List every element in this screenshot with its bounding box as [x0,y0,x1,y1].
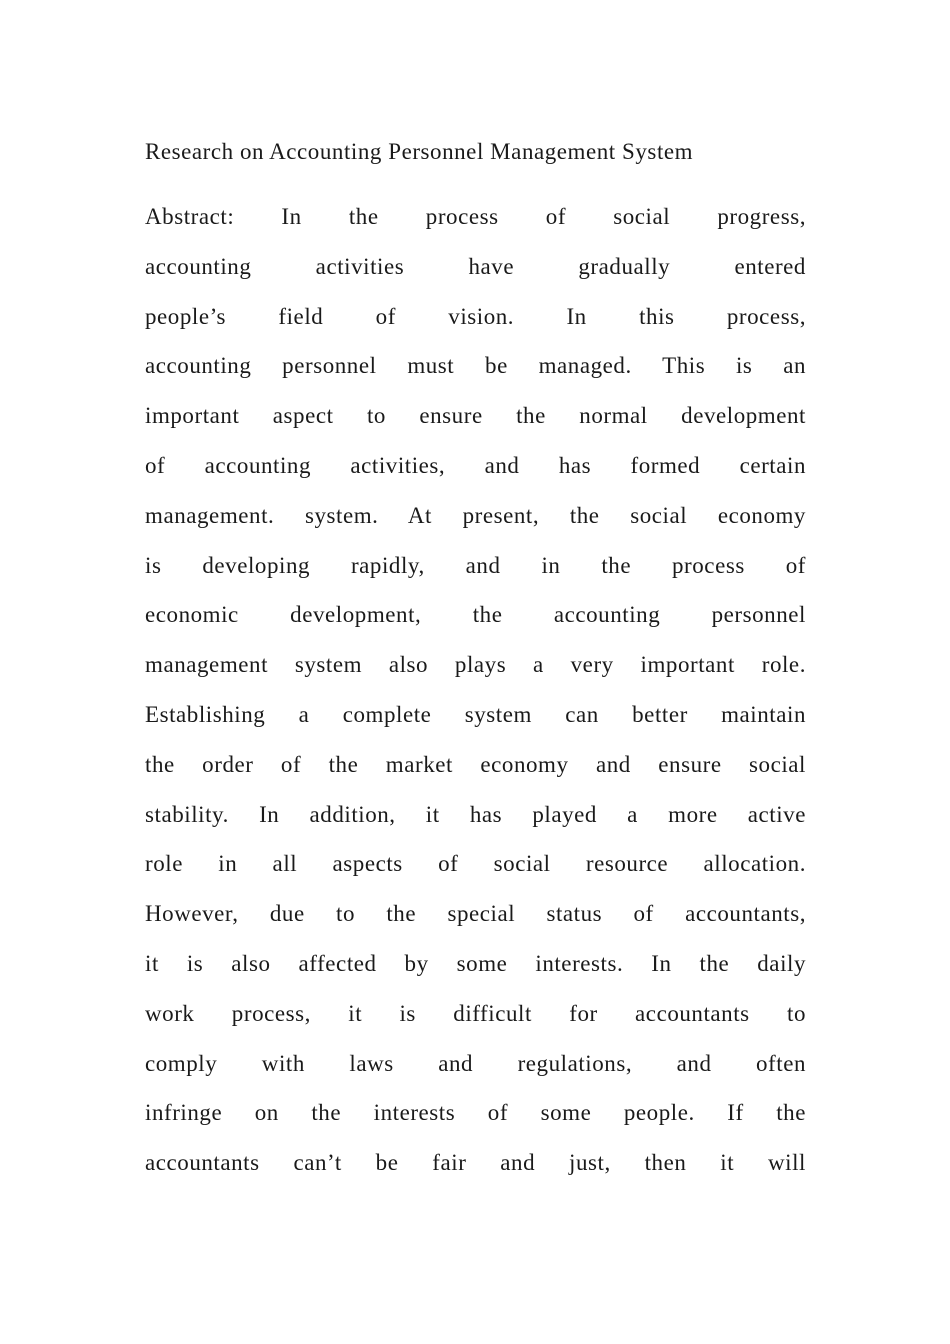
text-line: work process, it is difficult for accountants to [145,1000,806,1026]
text-line: important aspect to ensure the normal development [145,403,806,429]
text-line: management system also plays a very important role. [145,652,806,678]
text-line: accounting personnel must be managed. This is an [145,353,806,379]
text-line: accounting activities have gradually entered [145,253,806,279]
text-line: management. system. At present, the social economy [145,502,806,528]
text-line: it is also affected by some interests. In the daily [145,950,806,976]
text-line: role in all aspects of social resource allocation. [145,851,806,877]
text-line: However, due to the special status of accountants, [145,901,806,927]
text-line: people’s field of vision. In this process, [145,303,806,329]
text-line: infringe on the interests of some people. If the [145,1100,806,1126]
text-line: economic development, the accounting personnel [145,602,806,628]
text-line: accountants can’t be fair and just, then it will [145,1150,806,1176]
text-line: Abstract: In the process of social progress, [145,204,806,229]
text-line: of accounting activities, and has formed certain [145,452,806,478]
text-line: Establishing a complete system can better maintain [145,701,806,727]
abstract-paragraph [145,199,806,1195]
text-line: the order of the market economy and ensure social [145,751,806,777]
text-line: stability. In addition, it has played a more active [145,801,806,827]
text-line: comply with laws and regulations, and often [145,1050,806,1076]
document-title: Research on Accounting Personnel Management System [145,139,694,164]
text-line: is developing rapidly, and in the process of [145,552,806,578]
